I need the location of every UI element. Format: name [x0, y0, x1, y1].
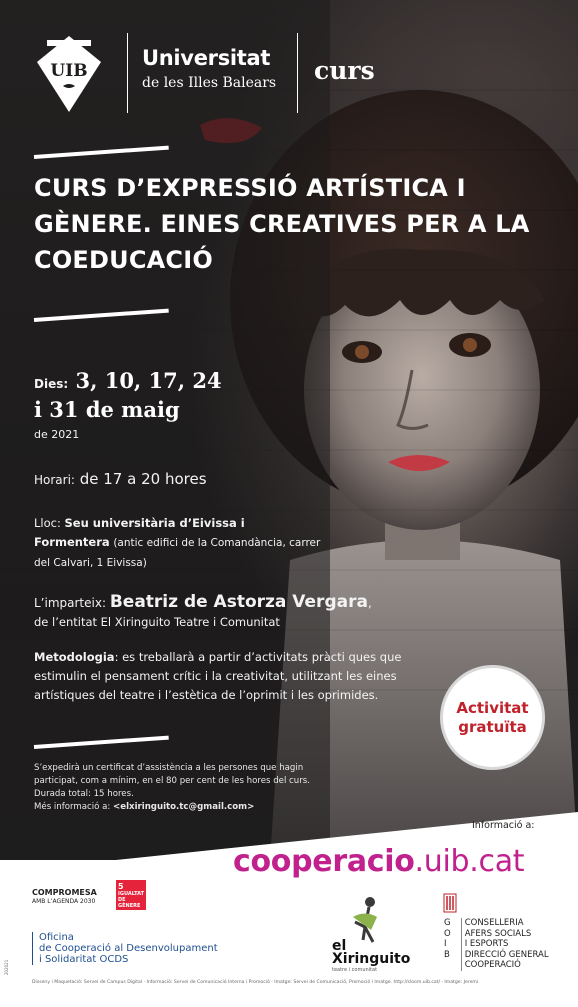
url-light: .uib.cat — [414, 844, 525, 879]
goib-logo — [444, 918, 549, 971]
badge-line2: gratuïta — [458, 717, 527, 736]
university-subtitle: de les Illes Balears — [142, 75, 277, 91]
xiringuito-logo — [332, 940, 410, 966]
compromesa-line1: COMPROMESA — [32, 888, 97, 897]
location-value: Seu universitària d’Eivissa i Formentera — [34, 516, 245, 549]
location — [34, 514, 324, 573]
course-title: CURS D’EXPRESSIÓ ARTÍSTICA I GÈNERE. EINES CREATIVES PER A LA COEDUCACIÓ — [34, 174, 530, 274]
dates-value: 3, 10, 17, 24 — [75, 368, 222, 393]
goib-letter: G — [444, 918, 451, 928]
badge-line1: Activitat — [456, 698, 529, 717]
university-name: Universitat — [142, 46, 271, 70]
dates-value-2: i 31 de maig — [34, 397, 180, 422]
office-logo — [32, 932, 218, 965]
instructor-name: Beatriz de Astorza Vergara — [109, 592, 368, 612]
more-info-label: Més informació a: — [34, 802, 111, 812]
goib-line: AFERS SOCIALS — [464, 928, 532, 939]
methodology — [34, 648, 414, 705]
duration: Durada total: 15 hores. — [34, 789, 134, 799]
goib-letter: I — [444, 939, 447, 949]
url-bold: cooperacio — [233, 844, 415, 879]
instructor-label: L’imparteix: — [34, 596, 106, 610]
uib-seal-logo — [33, 32, 105, 116]
schedule-label: Horari: — [34, 473, 75, 487]
goib-line: COOPERACIÓ — [464, 960, 521, 970]
location-label: Lloc: — [34, 516, 61, 530]
agenda-2030-label — [32, 888, 97, 906]
instructor-entity: de l’entitat El Xiringuito Teatre i Comunitat — [34, 615, 280, 629]
goib-letter: B — [444, 949, 450, 960]
side-code: 202021 — [4, 959, 9, 975]
seal-text: UIB — [50, 61, 88, 81]
goib-emblem-icon — [443, 893, 457, 913]
credits: Disseny i Maquetació: Servei de Campus Digital · Informació: Servei de Comunicació Interna i Promoció · Imatge: Servei de Comunicació, Promoció i Imatge. http://sloom.uib.cat/ · Imatge: Jeremi — [32, 980, 479, 985]
sdg-label: IGUALTAT DE GÈNERE — [118, 891, 145, 909]
instructor-comma: , — [367, 596, 372, 610]
xiringuito-line1: el — [332, 938, 347, 954]
goib-line: CONSELLERIA — [464, 918, 524, 928]
sdg-5-icon — [116, 880, 146, 910]
header-divider-left — [127, 33, 128, 113]
goib-letter: O — [444, 928, 451, 939]
office-line1: Oficina — [39, 932, 74, 943]
office-line2: de Cooperació al Desenvolupament — [39, 943, 218, 954]
xiringuito-line2: Xiringuito — [332, 951, 411, 967]
sdg-number: 5 — [118, 882, 124, 891]
schedule-value: de 17 a 20 hores — [79, 470, 207, 488]
xiringuito-sub: teatre i comunitat — [332, 967, 378, 973]
goib-line: DIRECCIÓ GENERAL — [464, 949, 549, 960]
goib-text — [461, 918, 549, 971]
dates — [34, 368, 222, 393]
certificate-text: S’expedirà un certificat d’assistència a les persones que hagin participat, com a mínim, en el 80 per cent de les hores del curs. — [34, 763, 310, 786]
contact-email[interactable]: <elxiringuito.tc@gmail.com> — [113, 802, 255, 812]
location-detail: (antic edifici de la Comandància, carrer del Calvari, 1 Eivissa) — [34, 537, 321, 569]
goib-letters — [444, 918, 458, 960]
schedule — [34, 470, 207, 488]
free-activity-badge — [440, 665, 545, 770]
methodology-text: : es treballarà a partir d’activitats pràcti ques que estimulin el pensament crític i la creativitat, utilitzant les eines artístiques del teatre i l’estètica de l’oprimit i les oprimides. — [34, 650, 402, 702]
website-link[interactable] — [233, 844, 524, 879]
info-label: Informació a: — [472, 820, 535, 831]
dates-year: de 2021 — [34, 428, 80, 441]
header-divider-right — [297, 33, 298, 113]
compromesa-line2: AMB L’AGENDA 2030 — [32, 898, 96, 905]
certificate-info — [34, 762, 344, 814]
goib-line: I ESPORTS — [464, 939, 509, 949]
office-line3: i Solidaritat OCDS — [39, 954, 129, 965]
dates-label: Dies: — [34, 377, 69, 391]
methodology-label: Metodologia — [34, 650, 115, 664]
instructor — [34, 592, 372, 612]
section-label: curs — [314, 56, 375, 85]
